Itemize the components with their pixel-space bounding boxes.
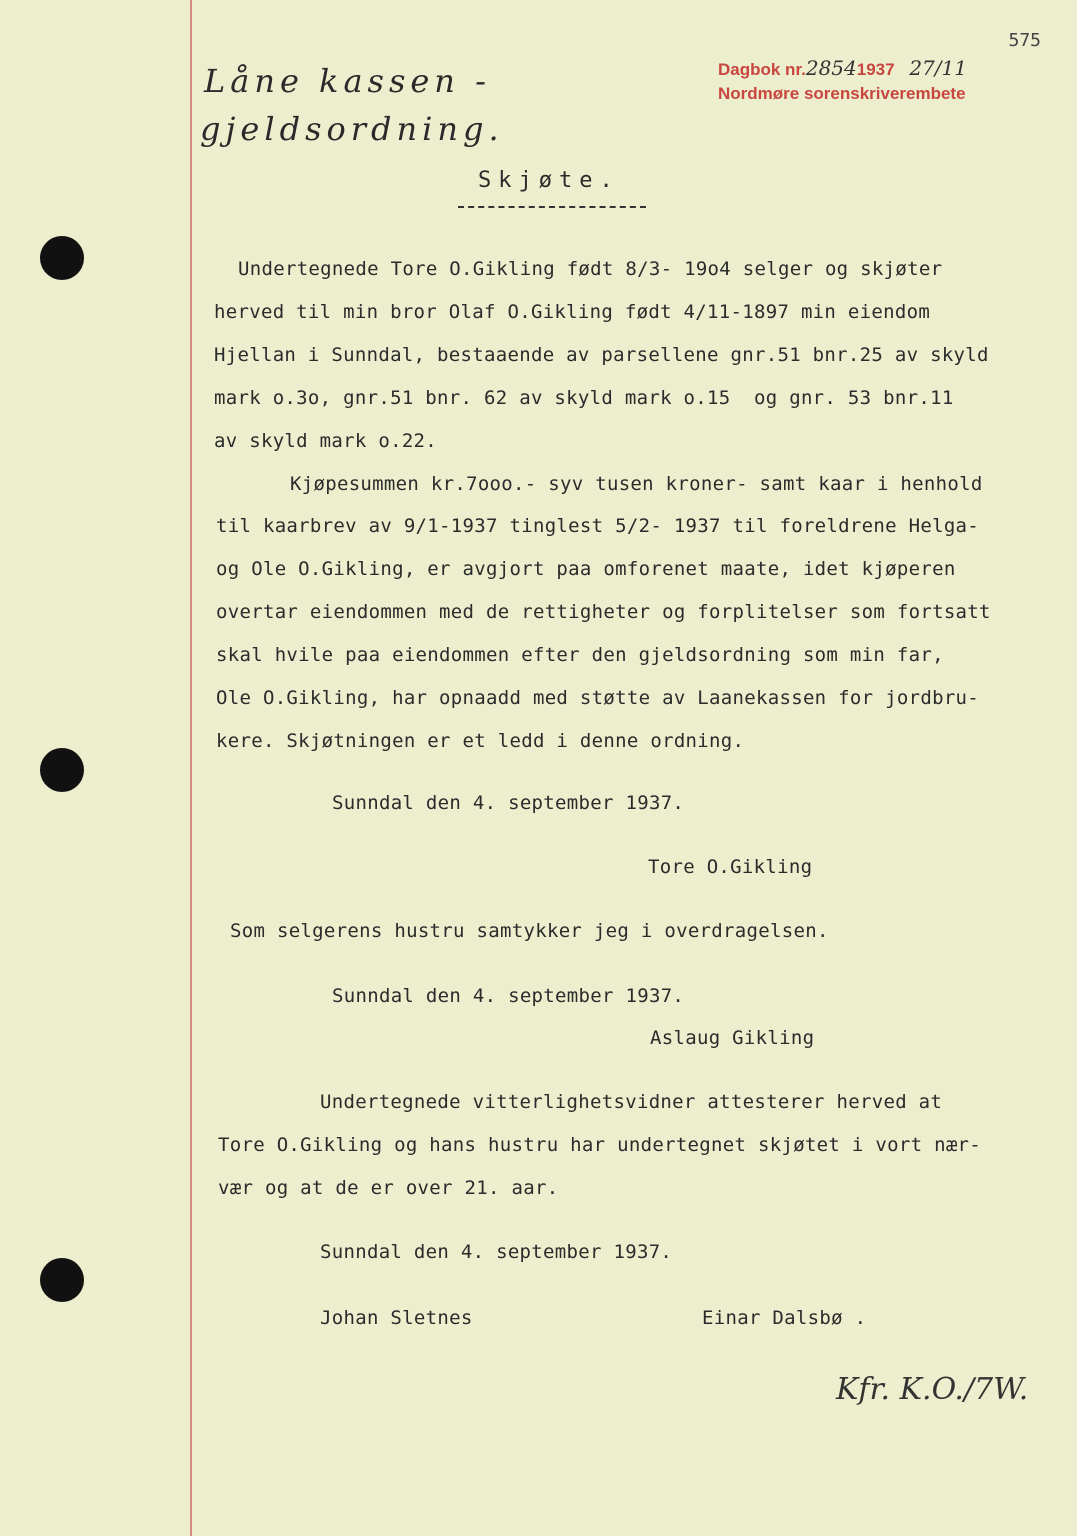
stamp-date: 27/11 — [909, 56, 967, 80]
body-line: Undertegnede Tore O.Gikling født 8/3- 19o4 selger og skjøter — [238, 258, 943, 280]
stamp-year: 1937 — [856, 60, 895, 79]
stamp-office: Nordmøre sorenskriverembete — [718, 84, 966, 103]
page-number: 575 — [1008, 30, 1041, 51]
margin-note-line-1: Låne kassen - — [204, 62, 491, 100]
witness-line: Tore O.Gikling og hans hustru har undertegnet skjøtet i vort nær- — [218, 1134, 982, 1156]
body-line: kere. Skjøtningen er et ledd i denne ordning. — [216, 730, 745, 752]
body-line: til kaarbrev av 9/1-1937 tinglest 5/2- 1937 til foreldrene Helga- — [216, 515, 980, 537]
body-line: og Ole O.Gikling, er avgjort paa omforenet maate, idet kjøperen — [216, 558, 956, 580]
stamp-number: 2854 — [805, 56, 857, 80]
body-line: Kjøpesummen kr.7ooo.- syv tusen kroner- samt kaar i henhold — [290, 473, 983, 495]
witness-line: Undertegnede vitterlighetsvidner attesterer herved at — [320, 1091, 943, 1113]
body-line: mark o.3o, gnr.51 bnr. 62 av skyld mark o.15 og gnr. 53 bnr.11 — [214, 387, 954, 409]
punch-hole-bottom — [40, 1258, 84, 1302]
body-line: Hjellan i Sunndal, bestaaende av parsellene gnr.51 bnr.25 av skyld — [214, 344, 989, 366]
punch-hole-top — [40, 236, 84, 280]
title-underline — [458, 206, 646, 208]
registry-stamp — [718, 56, 967, 104]
signature-seller: Tore O.Gikling — [648, 856, 813, 878]
signature-witness-1: Johan Sletnes — [320, 1307, 473, 1329]
body-line: herved til min bror Olaf O.Gikling født 4/11-1897 min eiendom — [214, 301, 931, 323]
signature-spouse: Aslaug Gikling — [650, 1027, 815, 1049]
margin-line — [190, 0, 192, 1536]
date-line-3: Sunndal den 4. september 1937. — [320, 1241, 673, 1263]
margin-note-line-2: gjeldsordning. — [200, 110, 504, 148]
body-line: overtar eiendommen med de rettigheter og forplitelser som fortsatt — [216, 601, 991, 623]
stamp-prefix: Dagbok nr. — [718, 60, 806, 79]
body-line: skal hvile paa eiendommen efter den gjeldsordning som min far, — [216, 644, 944, 666]
consent-line: Som selgerens hustru samtykker jeg i overdragelsen. — [230, 920, 829, 942]
body-line: Ole O.Gikling, har opnaadd med støtte av Laanekassen for jordbru- — [216, 687, 980, 709]
closing-reference-mark: Kfr. K.O./7W. — [836, 1372, 1029, 1407]
document-title: Skjøte. — [478, 168, 620, 193]
date-line-1: Sunndal den 4. september 1937. — [332, 792, 685, 814]
signature-witness-2: Einar Dalsbø . — [702, 1307, 867, 1329]
punch-hole-middle — [40, 748, 84, 792]
date-line-2: Sunndal den 4. september 1937. — [332, 985, 685, 1007]
witness-line: vær og at de er over 21. aar. — [218, 1177, 559, 1199]
body-line: av skyld mark o.22. — [214, 430, 438, 452]
